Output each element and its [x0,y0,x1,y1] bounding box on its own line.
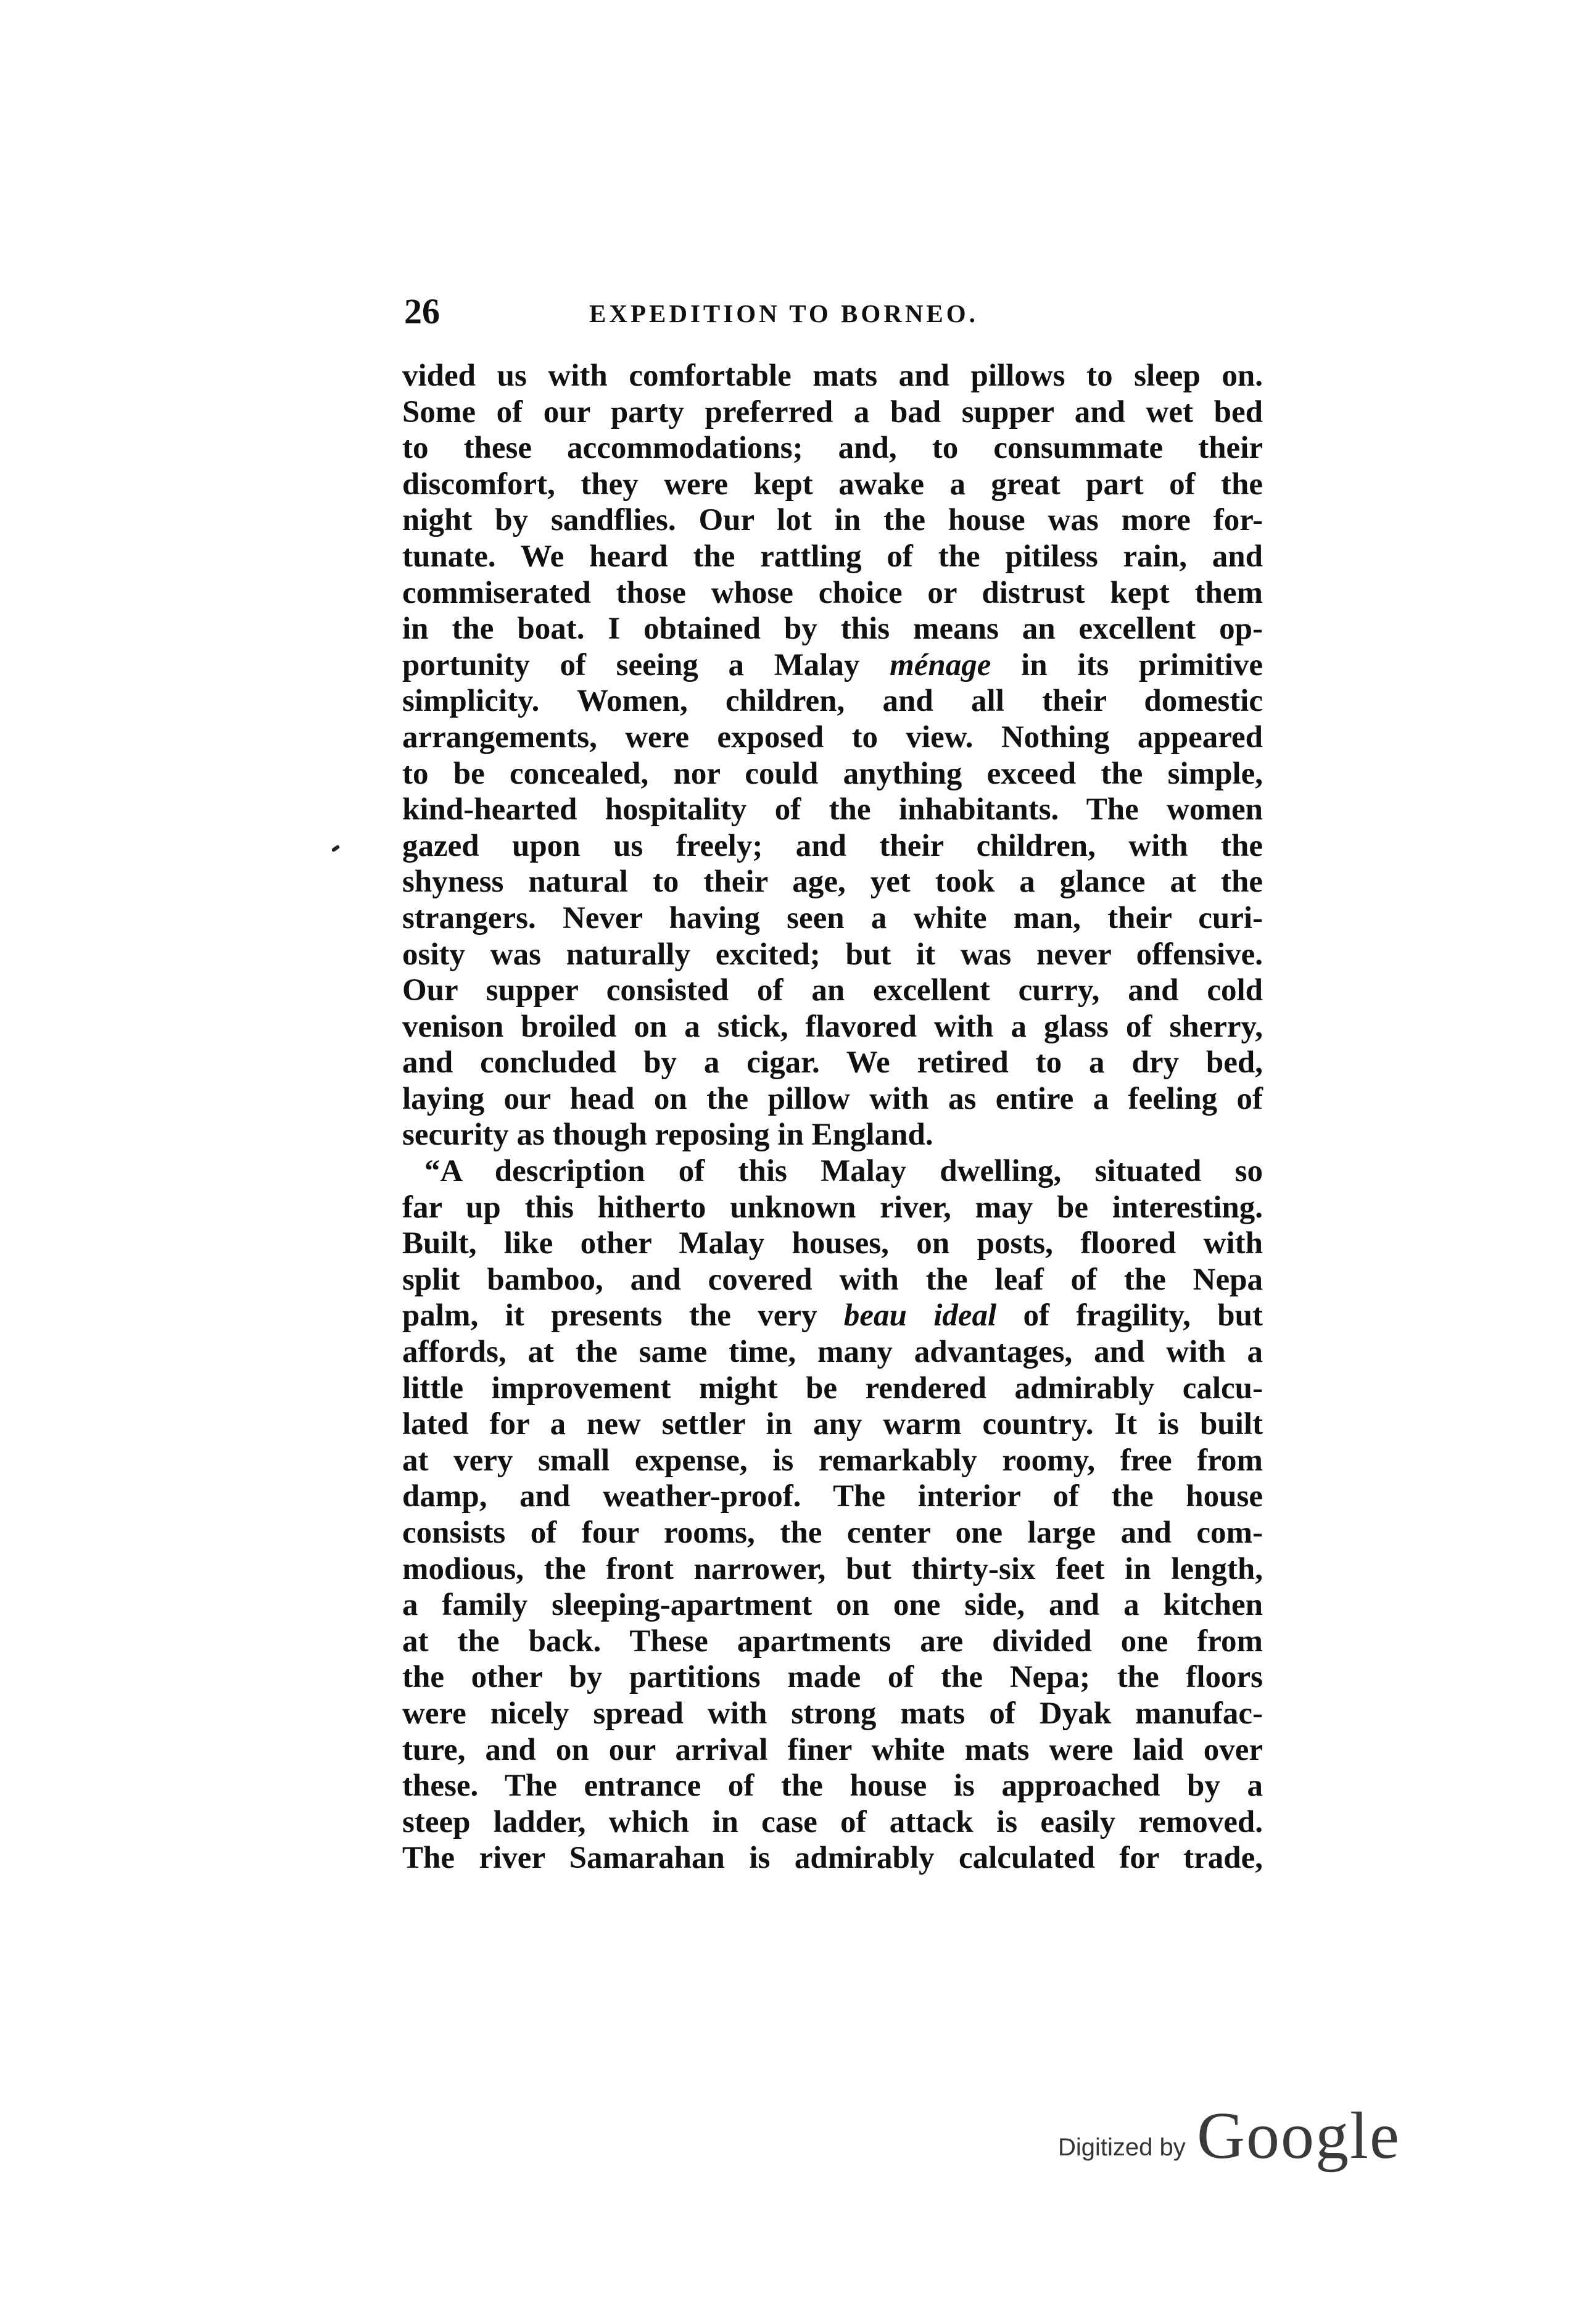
text-line: laying our head on the pillow with as entire a feeling of [402,1081,1263,1116]
text-line: affords, at the same time, many advantages, and with a [402,1335,1263,1370]
text-line: arrangements, were exposed to view. Nothing appeared [402,719,1263,755]
text-line: palm, it presents the very beau ideal of fragility, but [402,1298,1263,1333]
text-line: little improvement might be rendered admirably calcu- [402,1370,1263,1406]
text-line: gazed upon us freely; and their children, with the [402,828,1263,863]
text-line: Built, like other Malay houses, on posts, floored with [402,1226,1263,1261]
text-line: Our supper consisted of an excellent curry, and cold [402,973,1263,1008]
text-line: strangers. Never having seen a white man, their curi- [402,900,1263,935]
body-text [402,358,1263,1876]
text-line: in the boat. I obtained by this means an excellent op- [402,612,1263,647]
text-line: to these accommodations; and, to consummate their [402,431,1263,466]
text-line: commiserated those whose choice or distrust kept them [402,575,1263,610]
paragraph-start-line: “A description of this Malay dwelling, situated so [424,1154,1263,1189]
italic-phrase: ménage [890,647,991,682]
running-title: EXPEDITION TO BORNEO. [589,299,978,328]
paragraph-end-line: security as though reposing in England. [402,1117,933,1153]
google-logo: Google [1197,2099,1400,2173]
stray-ink-mark [331,845,341,853]
text-line: night by sandflies. Our lot in the house was more for- [402,503,1263,538]
text-line: lated for a new settler in any warm country. It is built [402,1407,1263,1442]
text-line: steep ladder, which in case of attack is easily removed. [402,1804,1263,1839]
text-line: a family sleeping-apartment on one side, and a kitchen [402,1588,1263,1623]
text-line: damp, and weather-proof. The interior of the house [402,1479,1263,1514]
text-line: split bamboo, and covered with the leaf of the Nepa [402,1262,1263,1297]
text-line: portunity of seeing a Malay ménage in its primitive [402,647,1263,682]
text-line: were nicely spread with strong mats of Dyak manufac- [402,1696,1263,1731]
text-line: the other by partitions made of the Nepa; the floors [402,1660,1263,1695]
text-line: Some of our party preferred a bad supper and wet bed [402,394,1263,429]
text-line: modious, the front narrower, but thirty-six feet in length, [402,1551,1263,1586]
text-line: osity was naturally excited; but it was never offensive. [402,937,1263,972]
text-line: ture, and on our arrival finer white mats were laid over [402,1732,1263,1767]
running-head [404,290,1268,339]
text-line: vided us with comfortable mats and pillows to sleep on. [402,359,1263,393]
page-number: 26 [404,291,440,331]
text-line: to be concealed, nor could anything exceed the simple, [402,756,1263,791]
text-line: far up this hitherto unknown river, may be interesting. [402,1190,1263,1225]
text-line: at the back. These apartments are divided one from [402,1623,1263,1659]
text-line: discomfort, they were kept awake a great part of the [402,466,1263,502]
text-line: these. The entrance of the house is approached by a [402,1768,1263,1804]
text-line: The river Samarahan is admirably calculated for trade, [402,1841,1263,1876]
text-line: simplicity. Women, children, and all their domestic [402,684,1263,719]
text-line: consists of four rooms, the center one large and com- [402,1516,1263,1550]
text-line: venison broiled on a stick, flavored with a glass of sherry, [402,1009,1263,1044]
text-line: and concluded by a cigar. We retired to a dry bed, [402,1045,1263,1080]
text-line: kind-hearted hospitality of the inhabitants. The women [402,792,1263,827]
text-line: tunate. We heard the rattling of the pitiless rain, and [402,539,1263,574]
text-line: at very small expense, is remarkably roomy, free from [402,1443,1263,1478]
watermark-prefix: Digitized by [1058,2134,1186,2161]
text-line: shyness natural to their age, yet took a glance at the [402,865,1263,900]
italic-phrase: beau ideal [843,1298,997,1333]
